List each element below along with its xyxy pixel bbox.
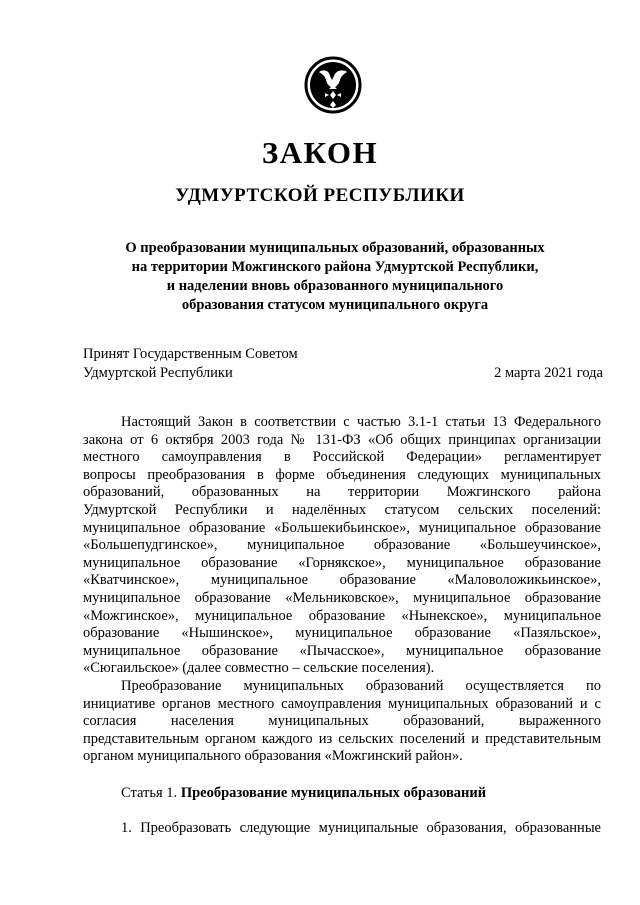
preamble-text bbox=[83, 414, 601, 766]
adoption-body: Принят Государственным Советом bbox=[83, 346, 298, 362]
adoption-republic: Удмуртской Республики bbox=[83, 365, 233, 381]
law-heading bbox=[100, 239, 570, 315]
preamble-line: представительным органом каждого из сельских поселений и представительным bbox=[83, 730, 601, 747]
law-heading-line: и наделении вновь образованного муниципального bbox=[166, 278, 504, 294]
preamble-line: согласия населения муниципальных образований, выраженного bbox=[83, 713, 601, 730]
preamble-line: закона от 6 октября 2003 года № 131-ФЗ «Об общих принципах организации bbox=[83, 431, 601, 448]
law-subtitle: УДМУРТСКОЙ РЕСПУБЛИКИ bbox=[175, 185, 465, 206]
preamble-line: муниципальное образование «Пычасское», муниципальное образование bbox=[83, 642, 601, 659]
law-title: ЗАКОН bbox=[261, 135, 379, 170]
law-heading-line: образования статусом муниципального округа bbox=[181, 297, 489, 313]
preamble-line: муниципальное образование «Горнякское», муниципальное образование bbox=[83, 554, 601, 571]
article-title: Преобразование муниципальных образований bbox=[180, 785, 487, 801]
preamble-line: вопросы преобразования в форме объединения следующих муниципальных bbox=[83, 466, 601, 483]
preamble-line: местного самоуправления в Российской Федерации» регламентирует bbox=[83, 449, 601, 466]
law-heading-line: на территории Можгинского района Удмуртской Республики, bbox=[131, 259, 539, 275]
adoption-block bbox=[83, 345, 603, 383]
udmurt-coat-of-arms-icon bbox=[303, 52, 363, 118]
preamble-line: Настоящий Закон в соответствии с частью 3.1-1 статьи 13 Федерального bbox=[121, 414, 601, 430]
preamble-line: «Сюгаильское» (далее совместно – сельские поселения). bbox=[83, 660, 435, 677]
preamble-line: инициативе органов местного самоуправления муниципальных образований и с bbox=[83, 695, 601, 712]
article-number: Статья 1. bbox=[121, 785, 181, 801]
preamble-line: «Можгинское», муниципальное образование «Нынекское», муниципальное bbox=[83, 607, 601, 624]
law-heading-line: О преобразовании муниципальных образований, образованных bbox=[125, 240, 545, 256]
preamble-line: Преобразование муниципальных образований осуществляется по bbox=[121, 677, 601, 694]
preamble-line: «Большепудгинское», муниципальное образование «Большеучинское», bbox=[83, 537, 601, 554]
preamble-line: органом муниципального образования «Можгинский район». bbox=[83, 748, 463, 765]
adoption-date: 2 марта 2021 года bbox=[494, 365, 603, 381]
preamble-line: муниципальное образование «Большекибьинское», муниципальное образование bbox=[83, 519, 601, 536]
preamble-line: муниципальное образование «Мельниковское», муниципальное образование bbox=[83, 589, 601, 606]
preamble-line: образований, образованных на территории Можгинского района bbox=[83, 484, 601, 501]
preamble-line: «Кватчинское», муниципальное образование «Маловоложикьинское», bbox=[83, 572, 601, 589]
article-1-item-1: 1. Преобразовать следующие муниципальные образования, образованные bbox=[121, 820, 601, 836]
preamble-line: образование «Нышинское», муниципальное образование «Пазяльское», bbox=[83, 625, 601, 642]
preamble-line: Удмуртской Республики и наделённых статусом сельских поселений: bbox=[83, 501, 601, 518]
article-1-heading bbox=[121, 784, 486, 803]
